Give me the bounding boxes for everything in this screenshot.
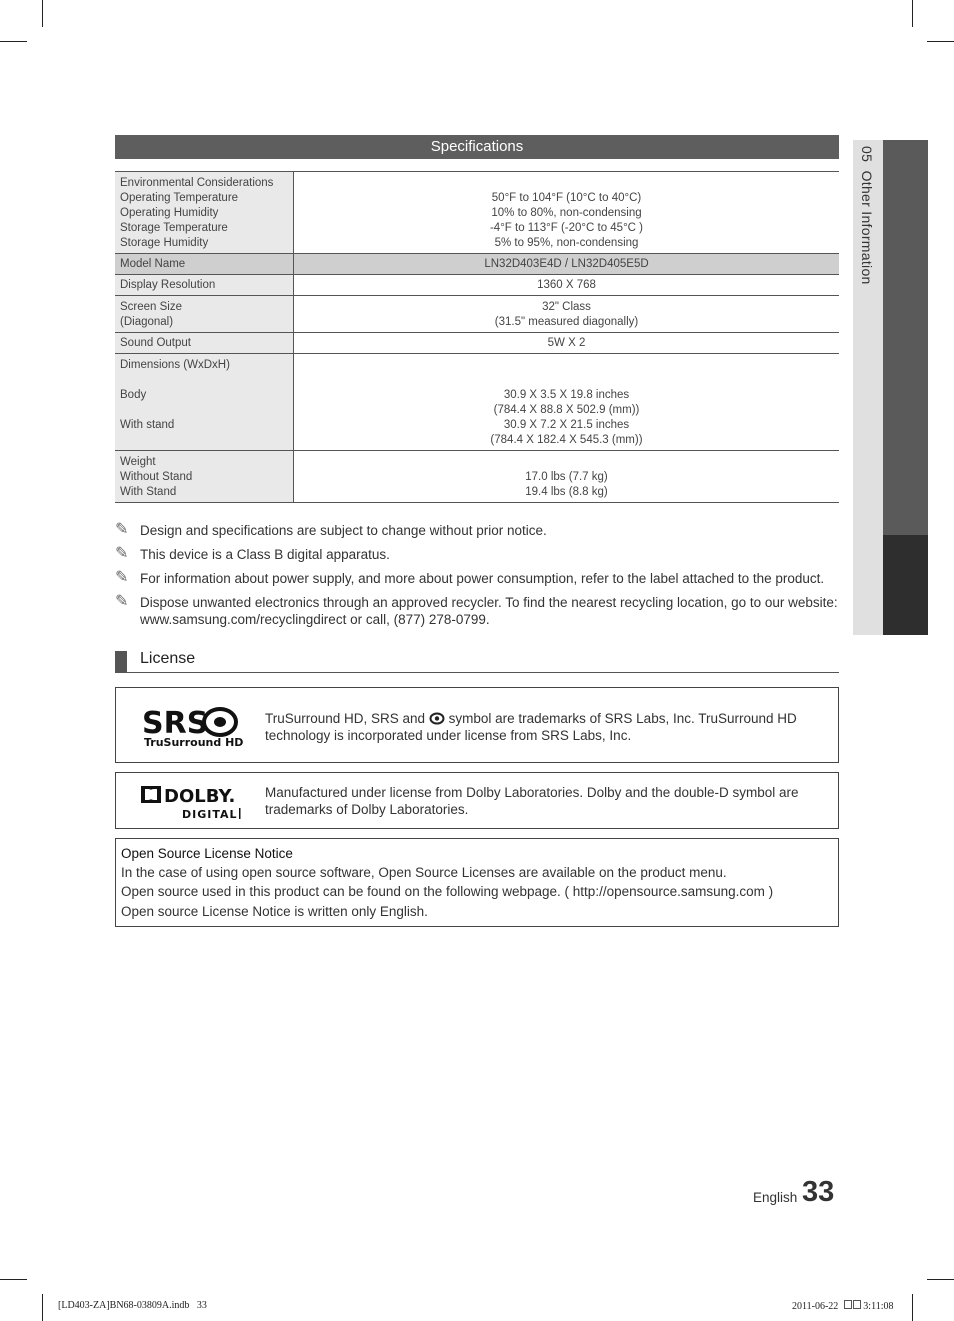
- dolby-license-box: [115, 772, 839, 829]
- spec-spacer: [299, 455, 834, 470]
- srs-license-text: [265, 710, 836, 744]
- spec-value: 5% to 95%, non-condensing: [494, 237, 639, 249]
- spec-value: (784.4 X 88.8 X 502.9 (mm)): [493, 404, 640, 416]
- spec-value-cell: [294, 254, 840, 275]
- spec-spacer: [120, 373, 288, 388]
- spec-row: [115, 333, 839, 354]
- spec-label: Screen Size: [120, 301, 183, 313]
- spec-row: [115, 275, 839, 296]
- crop-mark: [927, 41, 954, 42]
- spec-row: [115, 354, 839, 451]
- footer-glyph-icon: [853, 1300, 861, 1309]
- spec-label: Dimensions (WxDxH): [120, 359, 230, 371]
- spec-label-cell: [115, 275, 294, 296]
- side-tab-active-marker: [883, 535, 928, 635]
- footer-date-value: 2011-06-22: [792, 1301, 839, 1312]
- specifications-title: Specifications: [115, 135, 839, 159]
- crop-mark: [42, 1294, 43, 1321]
- spec-value-cell: [294, 275, 840, 296]
- spec-label: Storage Humidity: [120, 237, 209, 249]
- crop-mark: [927, 1279, 954, 1280]
- spec-label: With stand: [120, 419, 175, 431]
- spec-spacer: [120, 433, 288, 448]
- footer-file: [LD403-ZA]BN68-03809A.indb 33: [58, 1300, 207, 1311]
- spec-row: [115, 254, 839, 275]
- pencil-icon: ✎: [115, 593, 129, 610]
- heading-marker: [115, 651, 127, 672]
- spec-value-cell: [294, 354, 840, 451]
- specifications-table: [115, 171, 839, 503]
- license-heading: [115, 649, 839, 673]
- spec-value: 17.0 lbs (7.7 kg): [525, 471, 608, 483]
- crop-mark: [42, 0, 43, 27]
- spec-spacer: [299, 373, 834, 388]
- spec-value: 5W X 2: [547, 337, 586, 349]
- crop-mark: [912, 0, 913, 27]
- crop-mark: [0, 41, 27, 42]
- spec-label-cell: [115, 172, 294, 254]
- footer-date: [792, 1300, 893, 1312]
- note-item: [115, 546, 839, 563]
- spec-value: 30.9 X 7.2 X 21.5 inches: [503, 419, 630, 431]
- note-text: Dispose unwanted electronics through an approved recycler. To find the nearest recycling location, go to our website: www.samsung.com/recyclingdirect or call, (877) 278-0799.: [140, 595, 838, 627]
- srs-logo-subtext: TruSurround HD: [144, 736, 244, 749]
- license-title: License: [140, 650, 196, 667]
- spec-value: 19.4 lbs (8.8 kg): [525, 486, 608, 498]
- dolby-logo: [136, 783, 246, 821]
- srs-license-box: [115, 687, 839, 763]
- notes-list: [115, 522, 839, 635]
- pencil-icon: ✎: [115, 569, 129, 586]
- page-number: 33: [802, 1176, 835, 1208]
- spec-value: 1360 X 768: [537, 279, 596, 291]
- spec-label-cell: [115, 333, 294, 354]
- spec-label-cell: [115, 254, 294, 275]
- spec-spacer: [299, 176, 834, 191]
- srs-text-part2: symbol are trademarks of SRS Labs, Inc. TruSurround HD technology is incorporated under license from SRS Labs, Inc.: [265, 711, 797, 743]
- spec-row: [115, 296, 839, 333]
- open-source-line: In the case of using open source software, Open Source Licenses are available on the product menu.: [121, 865, 727, 880]
- pencil-icon: ✎: [115, 521, 129, 538]
- spec-label: With Stand: [120, 486, 177, 498]
- spec-value-cell: [294, 451, 840, 503]
- spec-label: Storage Temperature: [120, 222, 228, 234]
- spec-label: Display Resolution: [120, 279, 216, 291]
- page-language: English: [753, 1190, 798, 1205]
- dolby-license-text: Manufactured under license from Dolby Laboratories. Dolby and the double-D symbol are trademarks of Dolby Laboratories.: [265, 785, 799, 817]
- pencil-icon: ✎: [115, 545, 129, 562]
- spec-value-cell: [294, 172, 840, 254]
- spec-value: (784.4 X 182.4 X 545.3 (mm)): [490, 434, 643, 446]
- spec-label: Model Name: [120, 258, 186, 270]
- crop-mark: [912, 1294, 913, 1321]
- spec-value-cell: [294, 333, 840, 354]
- spec-value: 10% to 80%, non-condensing: [491, 207, 642, 219]
- spec-label: (Diagonal): [120, 316, 174, 328]
- footer-time-value: 3:11:08: [863, 1301, 894, 1312]
- srs-logo-text: SRS: [142, 706, 209, 741]
- spec-label: Weight: [120, 456, 156, 468]
- open-source-title: Open Source License Notice: [121, 846, 293, 861]
- spec-row: [115, 451, 839, 503]
- note-item: [115, 522, 839, 539]
- note-text: Design and specifications are subject to change without prior notice.: [140, 523, 547, 538]
- spec-label-cell: [115, 296, 294, 333]
- spec-label: Body: [120, 389, 147, 401]
- spec-value: -4°F to 113°F (-20°C to 45°C ): [489, 222, 644, 234]
- spec-label-cell: [115, 451, 294, 503]
- spec-label-cell: [115, 354, 294, 451]
- spec-label: Without Stand: [120, 471, 193, 483]
- srs-symbol-icon: [429, 711, 445, 726]
- spec-value: (31.5" measured diagonally): [494, 316, 639, 328]
- spec-value: 32" Class: [542, 301, 591, 313]
- open-source-line: Open source License Notice is written only English.: [121, 904, 428, 919]
- srs-text-part1: TruSurround HD, SRS and: [265, 711, 426, 726]
- note-text: This device is a Class B digital apparatus.: [140, 547, 390, 562]
- side-tab-number: 05: [859, 146, 875, 163]
- crop-mark: [0, 1279, 27, 1280]
- spec-spacer: [299, 358, 834, 373]
- spec-spacer: [120, 403, 288, 418]
- note-text: For information about power supply, and more about power consumption, refer to the label attached to the product.: [140, 571, 825, 586]
- spec-label: Environmental Considerations: [120, 177, 274, 189]
- spec-value: 50°F to 104°F (10°C to 40°C): [491, 192, 642, 204]
- spec-value: LN32D403E4D / LN32D405E5D: [484, 258, 649, 270]
- spec-value-cell: [294, 296, 840, 333]
- spec-label: Sound Output: [120, 337, 191, 349]
- dolby-logo-subtext: DIGITAL: [182, 808, 238, 821]
- side-tab-label: [859, 146, 875, 285]
- spec-label: Operating Temperature: [120, 192, 239, 204]
- footer-glyph-icon: [844, 1300, 852, 1309]
- note-item: [115, 570, 839, 587]
- spec-row: [115, 172, 839, 254]
- dolby-logo-text: DOLBY.: [164, 786, 236, 807]
- open-source-notice-box: [115, 838, 839, 927]
- side-tab-text: Other Information: [859, 170, 875, 285]
- note-item: [115, 594, 839, 628]
- spec-value: 30.9 X 3.5 X 19.8 inches: [503, 389, 630, 401]
- srs-logo: [136, 700, 246, 750]
- spec-label: Operating Humidity: [120, 207, 219, 219]
- open-source-line: Open source used in this product can be found on the following webpage. ( http://opensource.samsung.com ): [121, 884, 774, 899]
